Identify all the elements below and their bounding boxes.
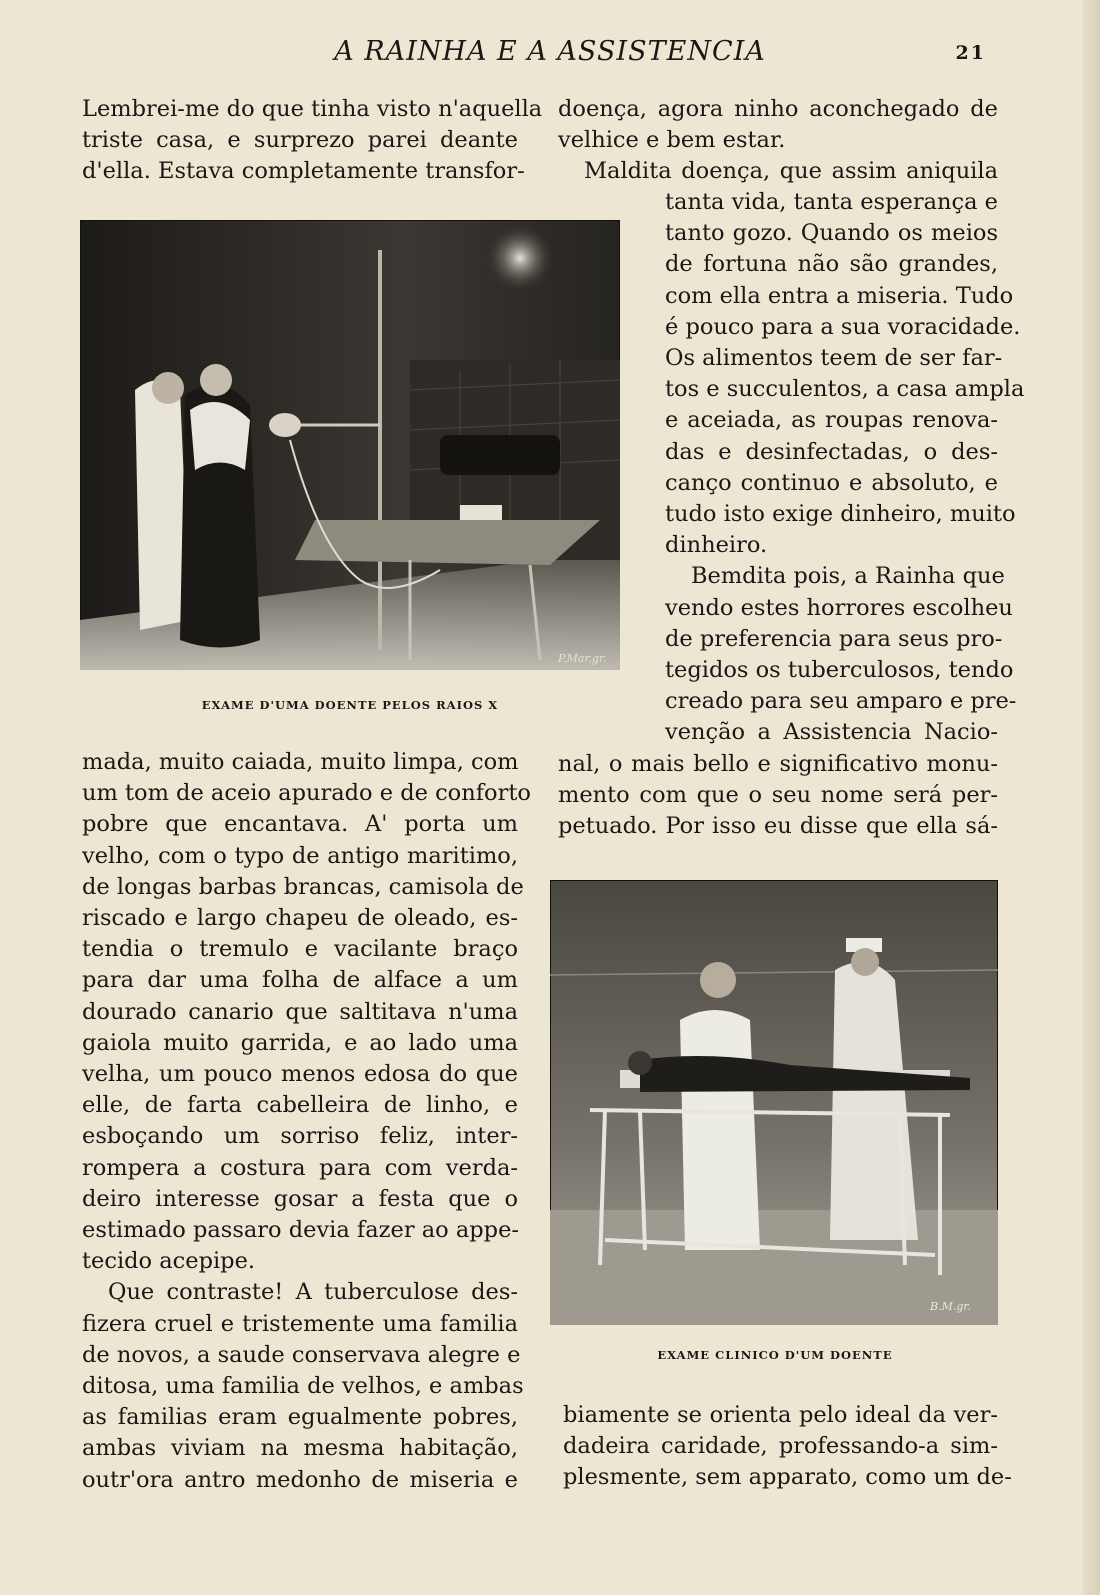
- text-line: tudo isto exige dinheiro, muito: [665, 501, 1016, 528]
- text-line: venção a Assistencia Nacio-: [665, 719, 998, 746]
- right-column-mid-text: [558, 749, 998, 843]
- text-line: Maldita doença, que assim aniquila: [584, 158, 998, 185]
- text-line: ditosa, uma familia de velhos, e ambas: [82, 1373, 524, 1400]
- engraver-mark: B.M.gr.: [930, 1300, 971, 1313]
- running-header: [0, 36, 1100, 72]
- text-line: para dar uma folha de alface a um: [82, 967, 518, 994]
- text-line: Os alimentos teem de ser far-: [665, 345, 1003, 372]
- clinical-exam-photo: [550, 880, 998, 1325]
- text-line: fizera cruel e tristemente uma familia: [82, 1310, 518, 1337]
- text-line: gaiola muito garrida, e ao lado uma: [82, 1029, 518, 1056]
- text-line: Lembrei-me do que tinha visto n'aquella: [82, 96, 543, 122]
- left-column-top-text: [82, 94, 543, 188]
- engraver-mark: P.Mar.gr.: [558, 652, 607, 665]
- figure-xray-exam: [80, 220, 620, 720]
- text-line: plesmente, sem apparato, como um de-: [563, 1464, 1012, 1491]
- text-line: petuado. Por isso eu disse que ella sá-: [558, 813, 998, 840]
- text-line: doença, agora ninho aconchegado de: [558, 96, 998, 122]
- figure-caption: EXAME D'UMA DOENTE PELOS RAIOS X: [201, 698, 499, 712]
- text-line: riscado e largo chapeu de oleado, es-: [82, 905, 518, 932]
- text-line: é pouco para a sua voracidade.: [665, 313, 1021, 340]
- right-column-top-text: [558, 94, 998, 188]
- text-line: elle, de farta cabelleira de linho, e: [82, 1092, 518, 1119]
- text-line: tecido acepipe.: [82, 1248, 256, 1275]
- xray-exam-illustration: [80, 220, 620, 670]
- text-line: triste casa, e surprezo parei deante: [82, 127, 518, 154]
- text-line: estimado passaro devia fazer ao appe-: [82, 1217, 519, 1244]
- right-column-bottom-text: [563, 1400, 1012, 1494]
- text-line: tendia o tremulo e vacilante braço: [82, 936, 518, 963]
- text-line: outr'ora antro medonho de miseria e: [82, 1466, 518, 1493]
- text-line: um tom de aceio apurado e de conforto: [82, 780, 531, 807]
- text-line: de fortuna não são grandes,: [665, 251, 998, 278]
- text-line: Que contraste! A tuberculose des-: [108, 1279, 518, 1306]
- text-line: de longas barbas brancas, camisola de: [82, 873, 524, 900]
- text-line: tanta vida, tanta esperança e: [665, 189, 998, 215]
- text-line: nal, o mais bello e significativo monu-: [558, 751, 998, 777]
- text-line: com ella entra a miseria. Tudo: [665, 282, 1014, 309]
- text-line: Bemdita pois, a Rainha que: [691, 563, 1005, 590]
- text-line: mada, muito caiada, muito limpa, com: [82, 749, 519, 775]
- text-line: tos e succulentos, a casa ampla: [665, 376, 1025, 403]
- text-line: tegidos os tuberculosos, tendo: [665, 657, 1014, 684]
- text-line: velho, com o typo de antigo maritimo,: [82, 842, 518, 869]
- running-title: A RAINHA E A ASSISTENCIA: [334, 36, 766, 67]
- text-line: de preferencia para seus pro-: [665, 625, 1003, 652]
- text-line: creado para seu amparo e pre-: [665, 688, 1017, 715]
- text-line: dadeira caridade, professando-a sim-: [563, 1433, 998, 1460]
- text-line: das e desinfectadas, o des-: [665, 438, 998, 465]
- page-edge: [1082, 0, 1100, 1595]
- text-line: d'ella. Estava completamente transfor-: [82, 158, 525, 185]
- text-line: ambas viviam na mesma habitação,: [82, 1435, 518, 1462]
- text-line: velhice e bem estar.: [558, 127, 786, 154]
- text-line: as familias eram egualmente pobres,: [82, 1404, 518, 1431]
- right-column-narrow-text: [665, 187, 1025, 749]
- text-line: e aceiada, as roupas renova-: [665, 407, 998, 434]
- text-line: de novos, a saude conservava alegre e: [82, 1341, 521, 1368]
- text-line: tanto gozo. Quando os meios: [665, 220, 998, 247]
- text-line: canço continuo e absoluto, e: [665, 469, 998, 496]
- text-line: biamente se orienta pelo ideal da ver-: [563, 1402, 998, 1428]
- figure-caption: EXAME CLINICO D'UM DOENTE: [657, 1348, 893, 1362]
- left-column-bottom-text: [82, 747, 531, 1496]
- text-line: pobre que encantava. A' porta um: [82, 811, 518, 838]
- text-line: deiro interesse gosar a festa que o: [82, 1185, 518, 1212]
- text-line: dinheiro.: [665, 532, 768, 559]
- text-line: rompera a costura para com verda-: [82, 1154, 518, 1181]
- text-line: mento com que o seu nome será per-: [558, 782, 998, 809]
- page-number: 21: [955, 42, 986, 64]
- figure-clinical-exam: [550, 880, 1000, 1370]
- text-line: dourado canario que saltitava n'uma: [82, 998, 518, 1025]
- text-line: vendo estes horrores escolheu: [665, 594, 1013, 621]
- xray-exam-photo: [80, 220, 620, 670]
- clinical-exam-illustration: [550, 880, 998, 1325]
- text-line: esboçando um sorriso feliz, inter-: [82, 1123, 518, 1150]
- text-line: velha, um pouco menos edosa do que: [82, 1061, 518, 1088]
